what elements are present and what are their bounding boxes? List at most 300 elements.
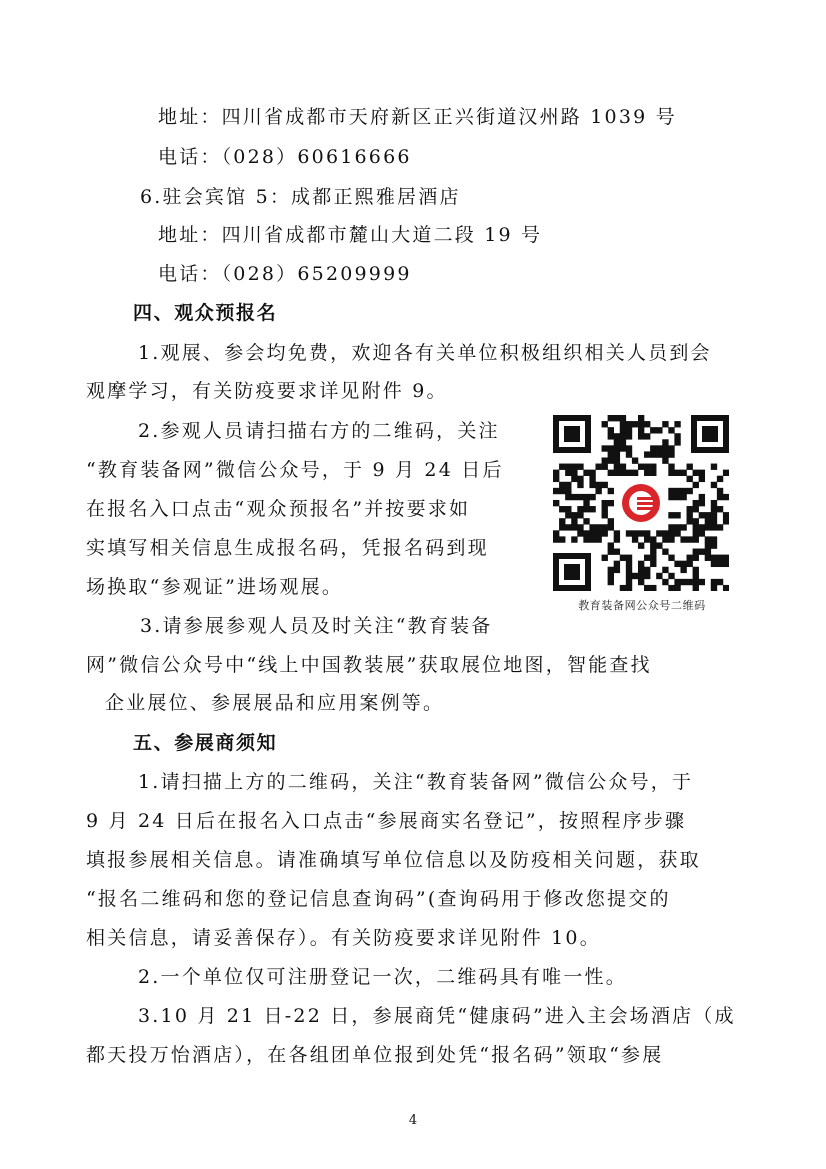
qr-module bbox=[595, 536, 601, 542]
qr-module bbox=[589, 494, 595, 500]
qr-module bbox=[595, 488, 601, 494]
qr-module bbox=[662, 451, 668, 457]
qr-module bbox=[711, 464, 717, 470]
qr-module bbox=[583, 530, 589, 536]
qr-module bbox=[699, 524, 705, 530]
qr-module bbox=[650, 555, 656, 561]
qr-module bbox=[602, 512, 608, 518]
qr-module bbox=[583, 494, 589, 500]
qr-module bbox=[656, 530, 662, 536]
qr-module bbox=[717, 494, 723, 500]
qr-module bbox=[571, 464, 577, 470]
paragraph-line: 实填写相关信息生成报名码，凭报名码到现 bbox=[86, 537, 489, 559]
qr-module bbox=[565, 494, 571, 500]
qr-module bbox=[571, 518, 577, 524]
qr-module bbox=[674, 524, 680, 530]
qr-module bbox=[723, 585, 729, 591]
qr-module bbox=[668, 470, 674, 476]
qr-module bbox=[650, 585, 656, 591]
qr-module bbox=[583, 470, 589, 476]
qr-module bbox=[608, 445, 614, 451]
qr-module bbox=[650, 549, 656, 555]
qr-module bbox=[632, 457, 638, 463]
wechat-qr-code bbox=[553, 415, 729, 591]
qr-module bbox=[650, 445, 656, 451]
qr-module bbox=[662, 567, 668, 573]
qr-module bbox=[626, 421, 632, 427]
qr-module bbox=[693, 530, 699, 536]
qr-module bbox=[656, 451, 662, 457]
paragraph-line: “教育装备网”微信公众号，于 9 月 24 日后 bbox=[86, 459, 504, 481]
qr-module bbox=[674, 585, 680, 591]
address-line-hotel-4: 地址：四川省成都市天府新区正兴街道汉州路 1039 号 bbox=[158, 106, 677, 128]
qr-module bbox=[559, 482, 565, 488]
qr-module bbox=[559, 464, 565, 470]
paragraph-line: 观摩学习，有关防疫要求详见附件 9。 bbox=[86, 380, 448, 402]
qr-module bbox=[711, 500, 717, 506]
qr-module bbox=[638, 530, 644, 536]
qr-module bbox=[711, 518, 717, 524]
qr-module bbox=[680, 494, 686, 500]
qr-module bbox=[693, 482, 699, 488]
qr-module bbox=[687, 579, 693, 585]
paragraph-line: 网”微信公众号中“线上中国教装展”获取展位地图，智能查找 bbox=[86, 654, 652, 676]
qr-module bbox=[674, 488, 680, 494]
qr-module bbox=[626, 530, 632, 536]
qr-module bbox=[668, 524, 674, 530]
qr-module bbox=[699, 512, 705, 518]
qr-module bbox=[644, 451, 650, 457]
qr-module bbox=[638, 567, 644, 573]
qr-module bbox=[565, 512, 571, 518]
qr-logo-icon bbox=[619, 481, 663, 525]
qr-module bbox=[674, 470, 680, 476]
qr-module bbox=[553, 488, 559, 494]
qr-module bbox=[656, 427, 662, 433]
qr-module bbox=[711, 482, 717, 488]
qr-module bbox=[687, 555, 693, 561]
qr-module bbox=[711, 524, 717, 530]
qr-module bbox=[626, 567, 632, 573]
qr-module bbox=[705, 549, 711, 555]
qr-module bbox=[644, 567, 650, 573]
qr-module bbox=[553, 530, 559, 536]
qr-code-image bbox=[553, 415, 729, 591]
qr-module bbox=[687, 512, 693, 518]
qr-module bbox=[699, 579, 705, 585]
qr-module bbox=[644, 536, 650, 542]
qr-module bbox=[668, 536, 674, 542]
qr-module bbox=[602, 457, 608, 463]
qr-module bbox=[614, 445, 620, 451]
paragraph-line: 1.观展、参会均免费，欢迎各有关单位积极组织相关人员到会 bbox=[138, 342, 712, 364]
qr-module bbox=[644, 555, 650, 561]
qr-module bbox=[638, 542, 644, 548]
qr-module bbox=[674, 421, 680, 427]
qr-module bbox=[687, 536, 693, 542]
qr-module bbox=[687, 561, 693, 567]
qr-module bbox=[583, 518, 589, 524]
qr-module bbox=[577, 512, 583, 518]
qr-module bbox=[668, 445, 674, 451]
qr-module bbox=[650, 464, 656, 470]
qr-module bbox=[711, 555, 717, 561]
qr-module bbox=[705, 524, 711, 530]
qr-module bbox=[614, 457, 620, 463]
section-heading-exhibitor-notice: 五、参展商须知 bbox=[133, 732, 278, 754]
qr-module bbox=[620, 555, 626, 561]
paragraph-line: 2.参观人员请扫描右方的二维码，关注 bbox=[138, 420, 500, 442]
qr-module bbox=[577, 482, 583, 488]
paragraph-line: 1.请扫描上方的二维码，关注“教育装备网”微信公众号，于 bbox=[138, 771, 694, 793]
paragraph-line: 企业展位、参展展品和应用案例等。 bbox=[105, 692, 445, 714]
qr-module bbox=[699, 470, 705, 476]
qr-module bbox=[553, 470, 559, 476]
paragraph-line: 2.一个单位仅可注册登记一次，二维码具有唯一性。 bbox=[138, 966, 627, 988]
paragraph-line: 填报参展相关信息。请准确填写单位信息以及防疫相关问题，获取 bbox=[86, 849, 701, 871]
qr-module bbox=[705, 555, 711, 561]
qr-module bbox=[614, 415, 620, 421]
qr-module bbox=[595, 482, 601, 488]
qr-module bbox=[620, 427, 626, 433]
qr-module bbox=[674, 579, 680, 585]
paragraph-line: 在报名入口点击“观众预报名”并按要求如 bbox=[86, 498, 471, 520]
qr-module bbox=[614, 561, 620, 567]
qr-module bbox=[608, 579, 614, 585]
qr-module bbox=[626, 451, 632, 457]
qr-module bbox=[608, 518, 614, 524]
qr-module bbox=[693, 555, 699, 561]
qr-module bbox=[608, 433, 614, 439]
qr-module bbox=[711, 506, 717, 512]
qr-module bbox=[608, 500, 614, 506]
qr-module bbox=[644, 433, 650, 439]
qr-module bbox=[717, 555, 723, 561]
paragraph-line: 3.10 月 21 日-22 日，参展商凭“健康码”进入主会场酒店（成 bbox=[138, 1005, 736, 1027]
qr-module bbox=[602, 530, 608, 536]
qr-module bbox=[626, 470, 632, 476]
qr-module bbox=[650, 470, 656, 476]
qr-module bbox=[680, 579, 686, 585]
qr-module bbox=[589, 476, 595, 482]
qr-module bbox=[674, 512, 680, 518]
qr-module bbox=[553, 536, 559, 542]
qr-module bbox=[620, 433, 626, 439]
qr-module bbox=[608, 470, 614, 476]
qr-module bbox=[662, 549, 668, 555]
qr-module bbox=[699, 476, 705, 482]
qr-module bbox=[602, 445, 608, 451]
qr-module bbox=[711, 536, 717, 542]
qr-module bbox=[565, 482, 571, 488]
qr-module bbox=[577, 524, 583, 530]
qr-module bbox=[589, 506, 595, 512]
qr-module bbox=[723, 470, 729, 476]
qr-module bbox=[674, 494, 680, 500]
qr-module bbox=[614, 549, 620, 555]
qr-module bbox=[602, 555, 608, 561]
qr-module bbox=[614, 567, 620, 573]
qr-module bbox=[553, 476, 559, 482]
qr-module bbox=[595, 530, 601, 536]
qr-module bbox=[595, 464, 601, 470]
qr-module bbox=[668, 512, 674, 518]
qr-module bbox=[571, 524, 577, 530]
qr-module bbox=[571, 512, 577, 518]
qr-module bbox=[662, 579, 668, 585]
qr-module bbox=[668, 494, 674, 500]
qr-module bbox=[680, 488, 686, 494]
qr-module bbox=[662, 457, 668, 463]
qr-code-caption: 教育装备网公众号二维码 bbox=[578, 599, 706, 612]
qr-module bbox=[553, 500, 559, 506]
qr-module bbox=[680, 567, 686, 573]
qr-module bbox=[650, 561, 656, 567]
qr-module bbox=[674, 530, 680, 536]
qr-module bbox=[693, 518, 699, 524]
qr-module bbox=[705, 512, 711, 518]
qr-module bbox=[626, 579, 632, 585]
qr-module bbox=[693, 549, 699, 555]
qr-module bbox=[571, 470, 577, 476]
qr-module bbox=[559, 518, 565, 524]
qr-module bbox=[687, 506, 693, 512]
qr-module bbox=[711, 512, 717, 518]
qr-module bbox=[559, 488, 565, 494]
qr-module bbox=[608, 488, 614, 494]
paragraph-line: 3.请参展参观人员及时关注“教育装备 bbox=[140, 615, 493, 637]
qr-module bbox=[717, 476, 723, 482]
qr-module bbox=[656, 542, 662, 548]
qr-module bbox=[644, 585, 650, 591]
qr-module bbox=[620, 421, 626, 427]
hotel-5-title: 6.驻会宾馆 5：成都正熙雅居酒店 bbox=[140, 186, 461, 208]
qr-module bbox=[668, 585, 674, 591]
qr-module bbox=[571, 476, 577, 482]
qr-module bbox=[602, 500, 608, 506]
qr-module bbox=[602, 464, 608, 470]
qr-module bbox=[608, 567, 614, 573]
qr-module bbox=[608, 457, 614, 463]
qr-module bbox=[662, 421, 668, 427]
qr-module bbox=[638, 561, 644, 567]
qr-module bbox=[699, 494, 705, 500]
qr-module bbox=[559, 536, 565, 542]
paragraph-line: 场换取“参观证”进场观展。 bbox=[86, 576, 344, 598]
qr-module bbox=[711, 542, 717, 548]
qr-module bbox=[626, 585, 632, 591]
qr-module bbox=[583, 506, 589, 512]
qr-module bbox=[644, 470, 650, 476]
qr-module bbox=[614, 439, 620, 445]
qr-module bbox=[723, 512, 729, 518]
qr-module bbox=[644, 573, 650, 579]
qr-module bbox=[626, 433, 632, 439]
qr-module bbox=[614, 470, 620, 476]
qr-module bbox=[565, 470, 571, 476]
qr-module bbox=[711, 585, 717, 591]
qr-module bbox=[614, 464, 620, 470]
qr-module bbox=[644, 464, 650, 470]
qr-module bbox=[668, 488, 674, 494]
qr-module bbox=[571, 536, 577, 542]
qr-module bbox=[595, 524, 601, 530]
qr-module bbox=[620, 415, 626, 421]
qr-module bbox=[608, 524, 614, 530]
qr-module bbox=[589, 524, 595, 530]
qr-module bbox=[638, 427, 644, 433]
qr-module bbox=[565, 524, 571, 530]
qr-module bbox=[687, 488, 693, 494]
qr-module bbox=[711, 561, 717, 567]
qr-module bbox=[608, 451, 614, 457]
qr-module bbox=[589, 536, 595, 542]
qr-module bbox=[620, 445, 626, 451]
qr-module bbox=[723, 494, 729, 500]
qr-module bbox=[589, 470, 595, 476]
qr-module bbox=[693, 536, 699, 542]
qr-module bbox=[693, 585, 699, 591]
qr-module bbox=[608, 427, 614, 433]
qr-module bbox=[577, 464, 583, 470]
qr-module bbox=[559, 524, 565, 530]
qr-module bbox=[589, 530, 595, 536]
qr-module bbox=[577, 476, 583, 482]
qr-module bbox=[626, 445, 632, 451]
qr-module bbox=[614, 433, 620, 439]
qr-module bbox=[662, 536, 668, 542]
qr-module bbox=[650, 542, 656, 548]
qr-module bbox=[693, 524, 699, 530]
qr-module bbox=[626, 561, 632, 567]
paragraph-line: 都天投万怡酒店），在各组团单位报到处凭“报名码”领取“参展 bbox=[86, 1044, 664, 1066]
qr-module bbox=[608, 549, 614, 555]
qr-module bbox=[687, 464, 693, 470]
qr-module bbox=[650, 451, 656, 457]
qr-module bbox=[626, 427, 632, 433]
section-heading-visitor-registration: 四、观众预报名 bbox=[133, 302, 278, 324]
qr-module bbox=[687, 518, 693, 524]
qr-module bbox=[668, 530, 674, 536]
qr-module bbox=[662, 439, 668, 445]
qr-module bbox=[668, 573, 674, 579]
qr-module bbox=[674, 433, 680, 439]
qr-module bbox=[699, 500, 705, 506]
qr-module bbox=[614, 451, 620, 457]
qr-module bbox=[620, 464, 626, 470]
qr-module bbox=[680, 561, 686, 567]
qr-module bbox=[638, 433, 644, 439]
qr-module bbox=[620, 470, 626, 476]
qr-module bbox=[626, 555, 632, 561]
qr-module bbox=[571, 494, 577, 500]
qr-module bbox=[589, 482, 595, 488]
qr-module bbox=[693, 470, 699, 476]
qr-module bbox=[644, 530, 650, 536]
qr-module bbox=[638, 573, 644, 579]
qr-module bbox=[602, 421, 608, 427]
qr-module bbox=[723, 561, 729, 567]
qr-module bbox=[705, 536, 711, 542]
qr-module bbox=[662, 530, 668, 536]
qr-module bbox=[711, 579, 717, 585]
qr-module bbox=[668, 464, 674, 470]
qr-module bbox=[674, 439, 680, 445]
qr-module bbox=[602, 506, 608, 512]
qr-module bbox=[632, 470, 638, 476]
qr-module bbox=[577, 530, 583, 536]
qr-module bbox=[577, 494, 583, 500]
qr-module bbox=[583, 536, 589, 542]
qr-module bbox=[705, 542, 711, 548]
qr-module bbox=[608, 415, 614, 421]
qr-module bbox=[656, 445, 662, 451]
qr-module bbox=[693, 573, 699, 579]
qr-module bbox=[668, 555, 674, 561]
qr-module bbox=[638, 579, 644, 585]
qr-module bbox=[565, 506, 571, 512]
qr-module bbox=[650, 536, 656, 542]
qr-module bbox=[717, 561, 723, 567]
qr-module bbox=[693, 567, 699, 573]
phone-line-hotel-4: 电话：（028）60616666 bbox=[158, 146, 412, 168]
qr-module bbox=[662, 445, 668, 451]
qr-module bbox=[668, 451, 674, 457]
qr-module bbox=[693, 579, 699, 585]
qr-module bbox=[705, 518, 711, 524]
qr-module bbox=[717, 579, 723, 585]
qr-module bbox=[644, 421, 650, 427]
page-number: 4 bbox=[408, 1113, 418, 1128]
qr-module bbox=[680, 470, 686, 476]
paragraph-line: 相关信息，请妥善保存）。有关防疫要求详见附件 10。 bbox=[86, 927, 601, 949]
qr-module bbox=[608, 542, 614, 548]
paragraph-line: “报名二维码和您的登记信息查询码”(查询码用于修改您提交的 bbox=[86, 888, 671, 910]
qr-module bbox=[632, 421, 638, 427]
qr-module bbox=[693, 506, 699, 512]
qr-module bbox=[638, 464, 644, 470]
qr-module bbox=[632, 536, 638, 542]
qr-module bbox=[602, 524, 608, 530]
qr-module bbox=[650, 427, 656, 433]
qr-module bbox=[614, 530, 620, 536]
qr-module bbox=[656, 573, 662, 579]
qr-module bbox=[620, 585, 626, 591]
qr-module bbox=[608, 573, 614, 579]
qr-module bbox=[674, 561, 680, 567]
qr-module bbox=[620, 439, 626, 445]
address-line-hotel-5: 地址：四川省成都市麓山大道二段 19 号 bbox=[158, 224, 543, 246]
qr-module bbox=[614, 536, 620, 542]
qr-module bbox=[723, 518, 729, 524]
qr-module bbox=[583, 500, 589, 506]
qr-module bbox=[699, 530, 705, 536]
qr-module bbox=[638, 415, 644, 421]
qr-module bbox=[693, 500, 699, 506]
qr-module bbox=[638, 421, 644, 427]
qr-module bbox=[565, 488, 571, 494]
qr-module bbox=[717, 506, 723, 512]
qr-module bbox=[717, 524, 723, 530]
qr-module bbox=[680, 524, 686, 530]
qr-module bbox=[699, 549, 705, 555]
qr-module bbox=[687, 476, 693, 482]
qr-module bbox=[680, 536, 686, 542]
qr-module bbox=[632, 573, 638, 579]
qr-module bbox=[668, 427, 674, 433]
paragraph-line: 9 月 24 日后在报名入口点击“参展商实名登记”，按照程序步骤 bbox=[86, 810, 687, 832]
phone-line-hotel-5: 电话：（028）65209999 bbox=[158, 263, 412, 285]
